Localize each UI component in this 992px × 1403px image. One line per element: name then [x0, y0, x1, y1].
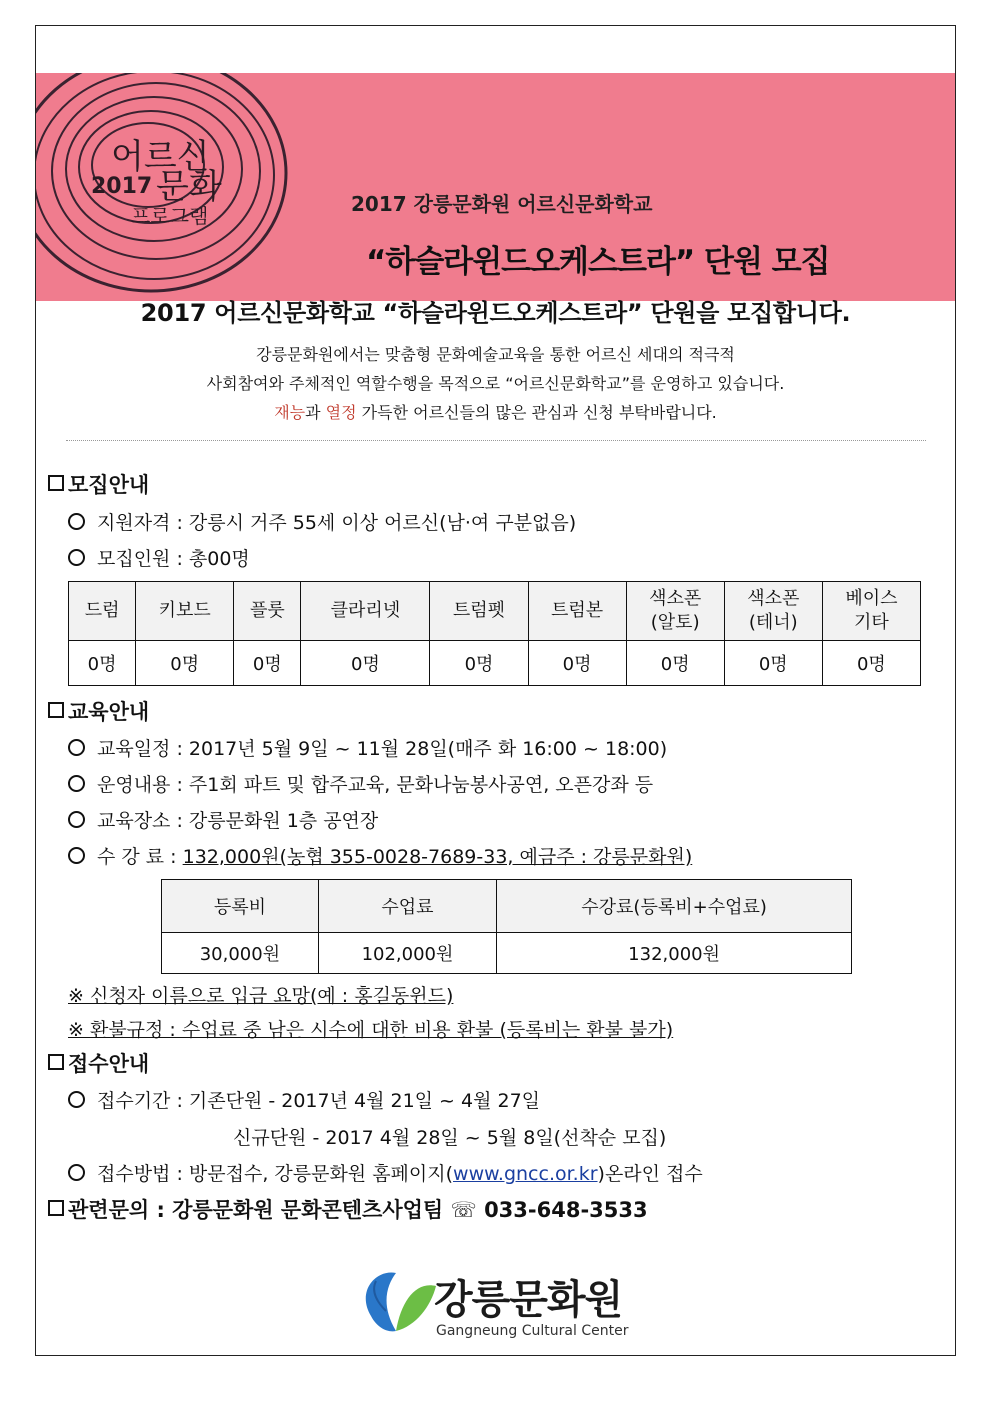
schedule-text: 교육일정 : 2017년 5월 9일 ~ 11월 28일(매주 화 16:00 ~ 18:00)	[97, 738, 668, 760]
count-cell: 0명	[724, 641, 822, 686]
place-text: 교육장소 : 강릉문화원 1층 공연장	[97, 810, 379, 832]
period-line	[68, 1086, 540, 1113]
method-post: )온라인 접수	[597, 1163, 703, 1185]
intro-line-2: 사회참여와 주체적인 역할수행을 목적으로 “어르신문화학교”를 운영하고 있습니다.	[206, 374, 785, 393]
banner-subtitle: 2017 강릉문화원 어르신문화학교	[351, 192, 653, 216]
fee-header-cell: 등록비	[162, 880, 319, 933]
intro-rest: 가득한 어르신들의 많은 관심과 신청 부탁바랍니다.	[356, 403, 717, 422]
instrument-cell: 드럼	[69, 582, 136, 641]
content-line	[68, 770, 653, 797]
circle-bullet-icon	[68, 549, 85, 566]
table-row	[162, 933, 852, 974]
table-header-row	[162, 880, 852, 933]
checkbox-icon	[48, 1054, 64, 1070]
logo-english: Gangneung Cultural Center	[436, 1323, 629, 1339]
checkbox-icon	[48, 1200, 64, 1216]
instrument-cell: 클라리넷	[301, 582, 430, 641]
banner-title: “하슬라윈드오케스트라” 단원 모집	[366, 244, 830, 280]
fee-table	[161, 879, 852, 974]
intro-mid: 과	[305, 403, 326, 422]
qualification-line	[68, 508, 576, 535]
fee-value-cell: 30,000원	[162, 933, 319, 974]
fee-line	[68, 842, 692, 869]
banner	[36, 73, 955, 301]
divider	[66, 440, 926, 441]
instrument-table	[68, 581, 921, 686]
qualification-text: 지원자격 : 강릉시 거주 55세 이상 어르신(남·여 구분없음)	[97, 512, 577, 534]
method-line	[68, 1159, 703, 1186]
count-cell: 0명	[430, 641, 528, 686]
instrument-cell: 트럼본	[528, 582, 626, 641]
circle-line1: 어르신	[111, 137, 210, 177]
refund-note: ※ 환불규정 : 수업료 중 남은 시수에 대한 비용 환불 (등록비는 환불 불가)	[68, 1019, 674, 1041]
place-line	[68, 806, 378, 833]
intro-line-3	[36, 400, 955, 423]
count-cell: 0명	[301, 641, 430, 686]
instrument-cell: 색소폰 (알토)	[626, 582, 724, 641]
count-line	[68, 544, 250, 571]
circle-bullet-icon	[68, 513, 85, 530]
circle-line3: 프로그램	[131, 204, 209, 228]
section-recruit-title: 모집안내	[68, 473, 150, 497]
checkbox-icon	[48, 475, 64, 491]
circle-bullet-icon	[68, 1164, 85, 1181]
section-reception-title: 접수안내	[68, 1052, 150, 1076]
count-cell: 0명	[69, 641, 136, 686]
circle-bullet-icon	[68, 1091, 85, 1108]
contact-text: 관련문의 : 강릉문화원 문화콘텐츠사업팀 ☏ 033-648-3533	[68, 1198, 648, 1222]
schedule-line	[68, 734, 667, 761]
deposit-note: ※ 신청자 이름으로 입금 요망(예 : 홍길동윈드)	[68, 985, 454, 1007]
section-reception	[48, 1048, 149, 1078]
period-existing: 접수기간 : 기존단원 - 2017년 4월 21일 ~ 4월 27일	[97, 1090, 541, 1112]
section-recruit	[48, 469, 149, 499]
count-cell: 0명	[528, 641, 626, 686]
fee-value-cell: 132,000원	[497, 933, 852, 974]
count-cell: 0명	[136, 641, 234, 686]
document-frame	[35, 25, 956, 1356]
circle-bullet-icon	[68, 811, 85, 828]
circle-bullet-icon	[68, 739, 85, 756]
fee-header-cell: 수강료(등록비+수업료)	[497, 880, 852, 933]
instrument-cell: 색소폰 (테너)	[724, 582, 822, 641]
instrument-cell: 트럼펫	[430, 582, 528, 641]
page-headline: 2017 어르신문화학교 “하슬라윈드오케스트라” 단원을 모집합니다.	[140, 299, 851, 327]
content-text: 운영내용 : 주1회 파트 및 합주교육, 문화나눔봉사공연, 오픈강좌 등	[97, 774, 654, 796]
passion-word: 열정	[325, 403, 357, 422]
checkbox-icon	[48, 702, 64, 718]
count-cell: 0명	[626, 641, 724, 686]
circle-line2: 문화	[156, 167, 222, 207]
method-pre: 접수방법 : 방문접수, 강릉문화원 홈페이지(	[97, 1163, 454, 1185]
fee-label: 수 강 료 :	[97, 846, 183, 868]
talent-word: 재능	[274, 403, 306, 422]
circle-bullet-icon	[68, 775, 85, 792]
count-text: 모집인원 : 총00명	[97, 548, 250, 570]
fee-value: 132,000원(농협 355-0028-7689-33, 예금주 : 강릉문화원)	[182, 846, 693, 868]
instrument-cell: 플룻	[234, 582, 301, 641]
period-new: 신규단원 - 2017 4월 28일 ~ 5월 8일(선착순 모집)	[233, 1127, 667, 1149]
fee-value-cell: 102,000원	[318, 933, 496, 974]
circle-bullet-icon	[68, 847, 85, 864]
intro-line-1: 강릉문화원에서는 맞춤형 문화예술교육을 통한 어르신 세대의 적극적	[256, 345, 735, 364]
instrument-cell: 베이스 기타	[822, 582, 920, 641]
section-education	[48, 696, 149, 726]
fee-header-cell: 수업료	[318, 880, 496, 933]
count-cell: 0명	[822, 641, 920, 686]
section-education-title: 교육안내	[68, 700, 150, 724]
table-header-row	[69, 582, 921, 641]
instrument-cell: 키보드	[136, 582, 234, 641]
homepage-link[interactable]: www.gncc.or.kr	[453, 1163, 598, 1185]
table-row	[69, 641, 921, 686]
contact-line	[48, 1194, 648, 1224]
circle-year: 2017	[91, 174, 153, 199]
logo-name: 강릉문화원	[434, 1277, 623, 1323]
count-cell: 0명	[234, 641, 301, 686]
top-margin	[36, 26, 955, 73]
